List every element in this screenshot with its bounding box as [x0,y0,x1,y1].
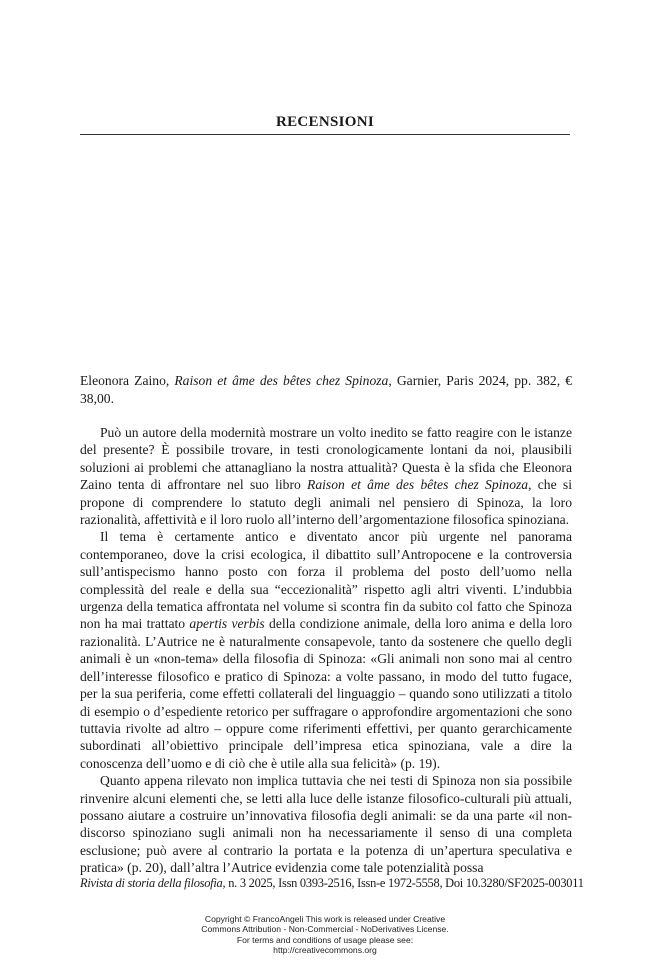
journal-name: Rivista di storia della filosofia [80,876,223,890]
book-author: Eleonora Zaino, [80,373,175,388]
book-title: Raison et âme des bêtes chez Spinoza [174,373,389,388]
book-publication: , Garnier, Paris 2024, pp. 382, € 38,00. [80,373,572,406]
license-link[interactable]: http://creativecommons.org [273,945,377,956]
paragraph-1-text-b: , che si propone di comprendere lo statuto degli animali nel pensiero di Spinoza, la loro razionalità, affettività e il loro ruolo all’interno dell’argomentazione filosofica spinoziana. [80,477,572,528]
paragraph-1-book-title: Raison et âme des bêtes chez Spinoza [307,477,529,493]
journal-citation [80,876,584,891]
license-notice [0,914,650,956]
license-line-2: Commons Attribution - Non-Commercial - NoDerivatives License. [201,924,449,935]
paragraph-2-text-a: Il tema è certamente antico e diventato ancor più urgente nel panorama contemporaneo, dove la crisi ecologica, il dibattito sull’Antropocene e la controversia sull’antispecismo hanno posto con forza il problema del posto dell’uomo nella complessità del reale e della sua “eccezionalità” rispetto agli altri viventi. L’indubbia urgenza della tematica affrontata nel volume si scontra fin da subito col fatto che Spinoza non ha mai trattato [80,529,572,632]
paragraph-3: Quanto appena rilevato non implica tuttavia che nei testi di Spinoza non sia possibile rinvenire alcuni elementi che, se letti alla luce delle istanze filosofico-culturali più attuali, possano aiutare a costruire un’innovativa filosofia degli animali: se da una parte «il non-discorso spinoziano sugli animali non ha necessariamente il senso di una completa esclusione; può avere al contrario la portata e la potenza di un’apertura speculativa e pratica» (p. 20), dall’altra l’Autrice evidenzia come tale potenzialità possa [80,773,572,876]
license-line-3: For terms and conditions of usage please see: [236,934,414,945]
paragraph-1 [80,424,572,528]
paragraph-2 [80,528,572,772]
journal-details: , n. 3 2025, Issn 0393-2516, Issn-e 1972-5558, Doi 10.3280/SF2025-003011 [222,876,584,890]
section-title: RECENSIONI [275,114,375,130]
book-reference [80,372,572,408]
section-header [80,112,570,132]
header-rule [80,134,570,135]
paragraph-2-italic: apertis verbis [189,616,265,632]
paragraph-1-text-a: Può un autore della modernità mostrare un volto inedito se fatto reagire con le istanze del presente? È possibile trovare, in testi cronologicamente lontani da noi, plausibili soluzioni ai problemi che attanagliano la nostra attualità? Questa è la sfida che Eleonora Zaino tenta di affrontare nel suo libro [80,425,572,493]
review-body [80,424,572,877]
license-line-1: Copyright © FrancoAngeli This work is released under Creative [204,914,446,924]
paragraph-2-text-b: della condizione animale, della loro anima e della loro razionalità. L’Autrice ne è naturalmente consapevole, tanto da sostenere che quello degli animali è un «non-tema» della filosofia di Spinoza: «Gli animali non sono mai al centro dell’interesse filosofico e pratico di Spinoza: a volte passano, in modo del tutto fugace, per la sua periferia, come effetti collaterali del linguaggio – quando sono utilizzati a titolo di esempio o d’espediente retorico per suffragare o approfondire argomentazioni che sono tuttavia rivolte ad altro – oppure come riferimenti effettivi, per quanto gerarchicamente subordinati all’obiettivo principale dell’impresa etica spinoziana, vale a dire la conoscenza dell’uomo e di ciò che è utile alla sua felicità» (p. 19). [80,616,572,771]
